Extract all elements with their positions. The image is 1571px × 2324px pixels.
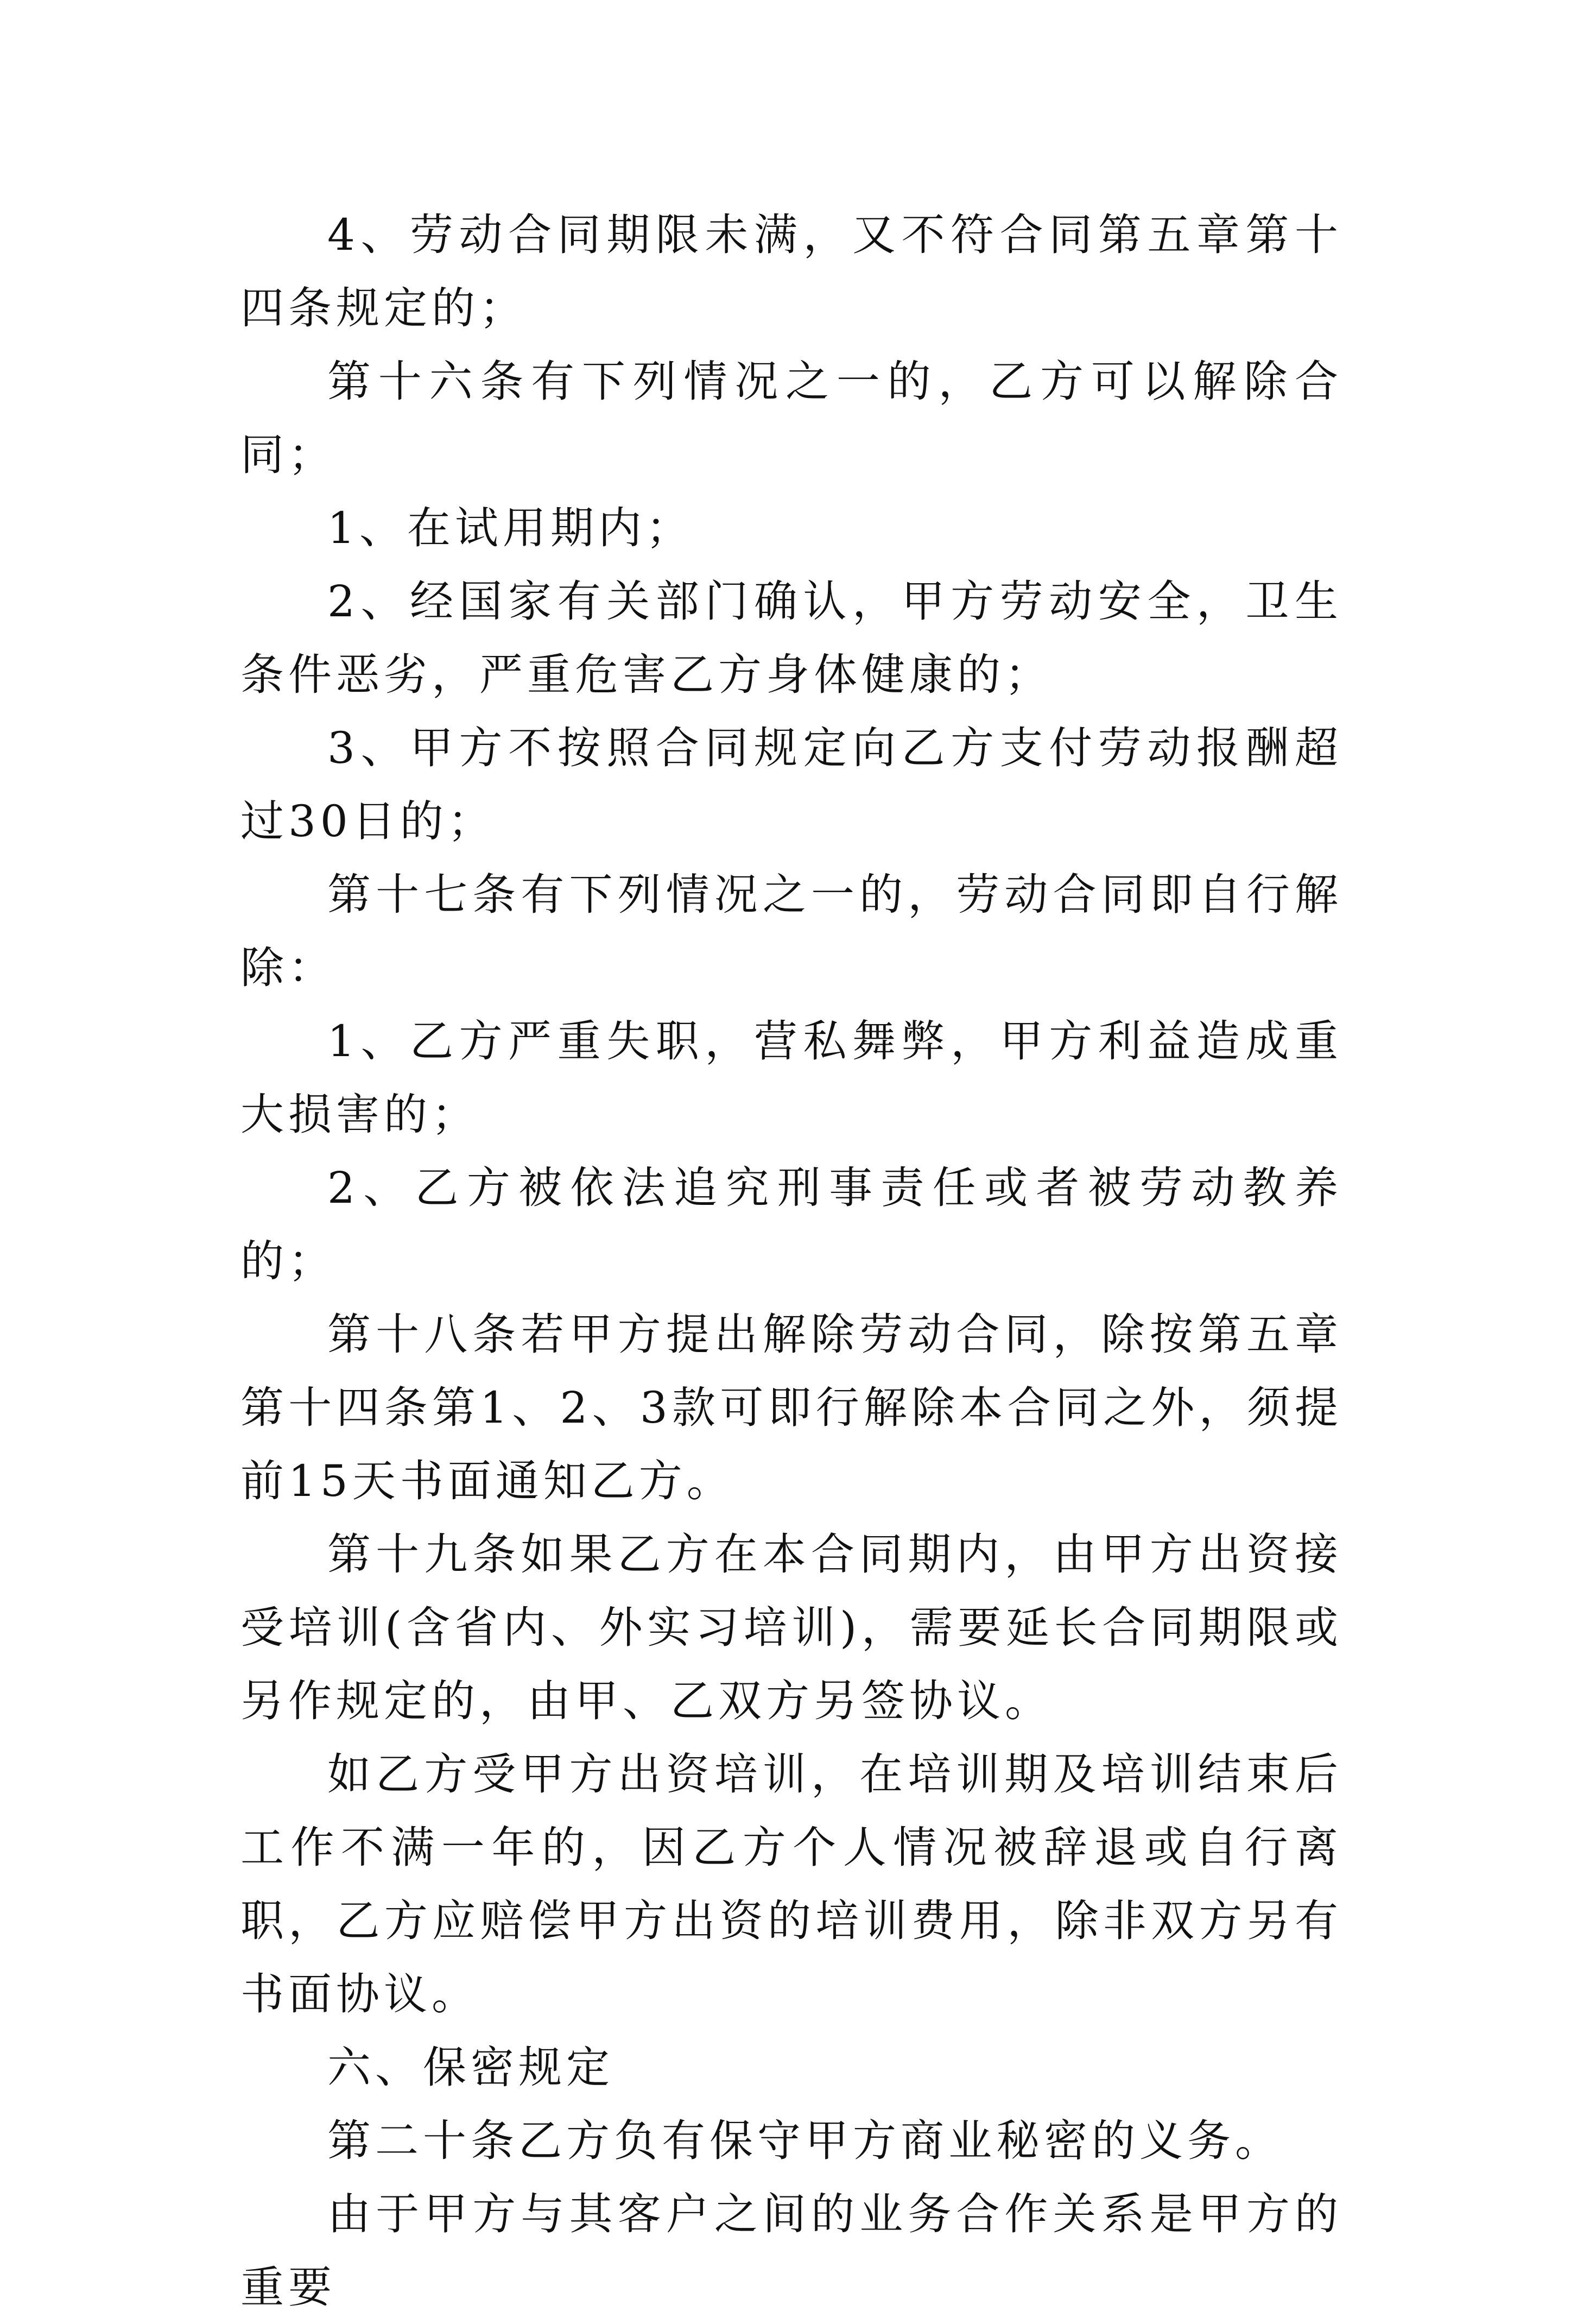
paragraph-article-19: 第十九条如果乙方在本合同期内，由甲方出资接受培训(含省内、外实习培训)，需要延长合同期限或另作规定的，由甲、乙双方另签协议。 — [240, 1529, 1342, 1726]
paragraph-clause-4: 4、劳动合同期限未满，又不符合同第五章第十四条规定的； — [240, 210, 1342, 333]
paragraph-client-relations: 由于甲方与其客户之间的业务合作关系是甲方的重要 — [240, 2189, 1342, 2313]
paragraph-article-16-item-2: 2、经国家有关部门确认，甲方劳动安全，卫生条件恶劣，严重危害乙方身体健康的； — [240, 576, 1342, 700]
paragraph-training-compensation: 如乙方受甲方出资培训，在培训期及培训结束后工作不满一年的，因乙方个人情况被辞退或自行离职，乙方应赔偿甲方出资的培训费用，除非双方另有书面协议。 — [240, 1749, 1342, 2019]
paragraph-article-16-item-1: 1、在试用期内； — [327, 503, 694, 553]
section-heading-confidentiality: 六、保密规定 — [327, 2042, 614, 2093]
document-body — [240, 198, 1342, 2324]
paragraph-article-17-item-1: 1、乙方严重失职，营私舞弊，甲方利益造成重大损害的； — [240, 1016, 1342, 1140]
paragraph-article-18: 第十八条若甲方提出解除劳动合同，除按第五章第十四条第1、2、3款可即行解除本合同之外，须提前15天书面通知乙方。 — [240, 1309, 1342, 1506]
paragraph-article-20: 第二十条乙方负有保守甲方商业秘密的义务。 — [327, 2115, 1283, 2166]
paragraph-article-16-item-3: 3、甲方不按照合同规定向乙方支付劳动报酬超过30日的； — [240, 723, 1342, 847]
paragraph-article-17-item-2: 2、乙方被依法追究刑事责任或者被劳动教养的； — [240, 1163, 1342, 1286]
paragraph-article-17: 第十七条有下列情况之一的，劳动合同即自行解除： — [240, 869, 1342, 993]
paragraph-article-16: 第十六条有下列情况之一的，乙方可以解除合同； — [240, 356, 1342, 480]
